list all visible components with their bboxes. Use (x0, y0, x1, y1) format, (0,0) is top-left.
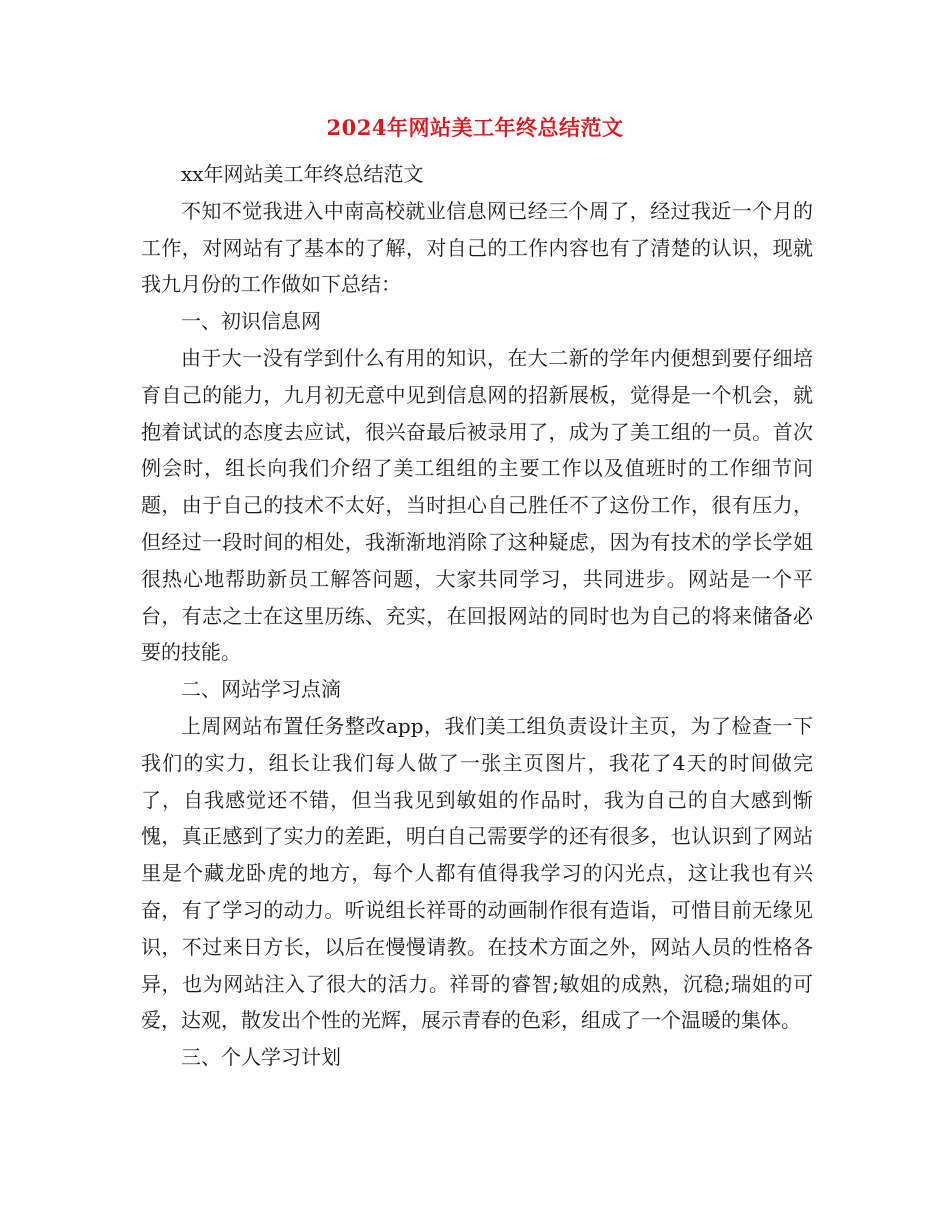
document-title: 2024年网站美工年终总结范文 (326, 115, 624, 140)
paragraph-section-2: 上周网站布置任务整改app，我们美工组负责设计主页，为了检查一下我们的实力，组长让我们每人做了一张主页图片，我花了4天的时间做完了，自我感觉还不错，但当我见到敏姐的作品时，我为自己的自大感到惭愧，真正感到了实力的差距，明白自己需要学的还有很多，也认识到了网站里是个藏龙卧虎的地方，每个人都有值得我学习的闪光点，这让我也有兴奋，有了学习的动力。听说组长祥哥的动画制作很有造诣，可惜目前无缘见识，不过来日方长，以后在慢慢请教。在技术方面之外，网站人员的性格各异，也为网站注入了很大的活力。祥哥的睿智;敏姐的成熟，沉稳;瑞姐的可爱，达观，散发出个性的光辉，展示青春的色彩，组成了一个温暖的集体。 (141, 713, 813, 1033)
section-heading-2: 二、网站学习点滴 (181, 677, 341, 702)
paragraph-subtitle: xx年网站美工年终总结范文 (181, 162, 424, 186)
section-heading-3: 三、个人学习计划 (181, 1045, 341, 1070)
section-heading-1: 一、初识信息网 (181, 309, 321, 334)
document-body (141, 156, 813, 1076)
paragraph-section-1: 由于大一没有学到什么有用的知识，在大二新的学年内便想到要仔细培育自己的能力，九月初无意中见到信息网的招新展板，觉得是一个机会，就抱着试试的态度去应试，很兴奋最后被录用了，成为了美工组的一员。首次例会时，组长向我们介绍了美工组组的主要工作以及值班时的工作细节问题，由于自己的技术不太好，当时担心自己胜任不了这份工作，很有压力，但经过一段时间的相处，我渐渐地消除了这种疑虑，因为有技术的学长学姐很热心地帮助新员工解答问题，大家共同学习，共同进步。网站是一个平台，有志之士在这里历练、充实，在回报网站的同时也为自己的将来储备必要的技能。 (141, 345, 813, 665)
paragraph-intro: 不知不觉我进入中南高校就业信息网已经三个周了，经过我近一个月的工作，对网站有了基本的了解，对自己的工作内容也有了清楚的认识，现就我九月份的工作做如下总结： (141, 198, 813, 297)
